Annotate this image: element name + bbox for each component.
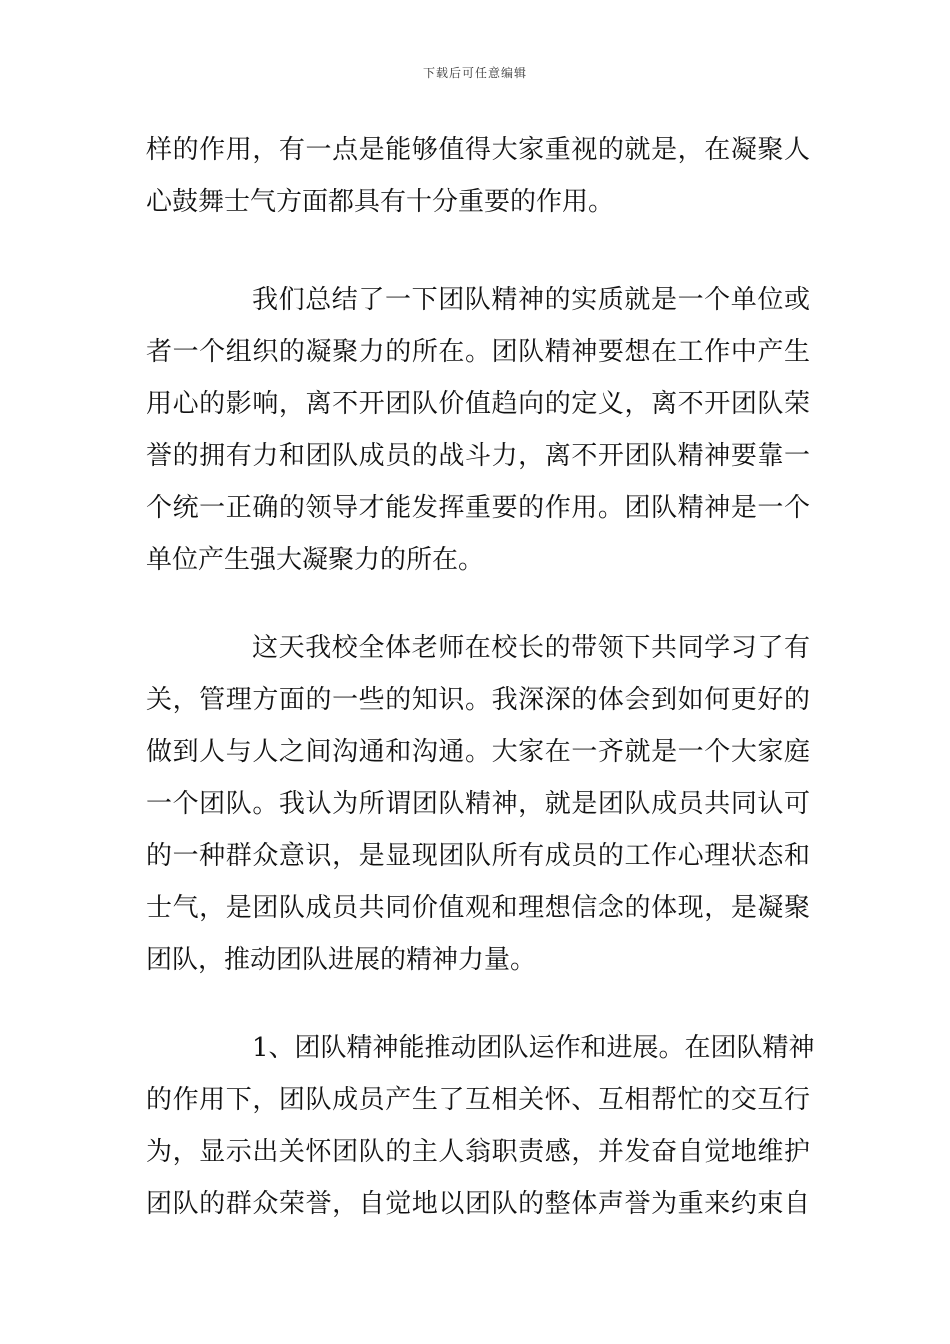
paragraph-line: 关，管理方面的一些的知识。我深深的体会到如何更好的 — [146, 685, 810, 715]
paragraph-line: 一个团队。我认为所谓团队精神，就是团队成员共同认可 — [146, 789, 810, 819]
paragraph-3 — [146, 622, 810, 986]
paragraph-line: 做到人与人之间沟通和沟通。大家在一齐就是一个大家庭 — [146, 737, 810, 767]
paragraph-2 — [146, 274, 810, 586]
paragraph-line: 为，显示出关怀团队的主人翁职责感，并发奋自觉地维护 — [146, 1137, 810, 1167]
paragraph-line: 心鼓舞士气方面都具有十分重要的作用。 — [146, 187, 615, 217]
paragraph-line: 者一个组织的凝聚力的所在。团队精神要想在工作中产生 — [146, 337, 810, 367]
paragraph-1 — [146, 124, 810, 228]
paragraph-line: 士气，是团队成员共同价值观和理想信念的体现，是凝聚 — [146, 893, 810, 923]
paragraph-line: 的作用下，团队成员产生了互相关怀、互相帮忙的交互行 — [146, 1085, 810, 1115]
paragraph-line: 个统一正确的领导才能发挥重要的作用。团队精神是一个 — [146, 493, 810, 523]
paragraph-line: 单位产生强大凝聚力的所在。 — [146, 545, 485, 575]
paragraph-line: 1、团队精神能推动团队运作和进展。在团队精神 — [252, 1033, 815, 1063]
paragraph-line: 样的作用，有一点是能够值得大家重视的就是，在凝聚人 — [146, 135, 810, 165]
paragraph-line: 这天我校全体老师在校长的带领下共同学习了有 — [252, 633, 810, 663]
paragraph-line: 我们总结了一下团队精神的实质就是一个单位或 — [252, 285, 810, 315]
paragraph-4 — [146, 1022, 815, 1230]
paragraph-line: 团队，推动团队进展的精神力量。 — [146, 945, 537, 975]
paragraph-line: 誉的拥有力和团队成员的战斗力，离不开团队精神要靠一 — [146, 441, 810, 471]
page-header: 下载后可任意编辑 — [422, 66, 527, 80]
paragraph-line: 用心的影响，离不开团队价值趋向的定义，离不开团队荣 — [146, 389, 810, 419]
paragraph-line: 的一种群众意识，是显现团队所有成员的工作心理状态和 — [146, 841, 810, 871]
paragraph-line: 团队的群众荣誉，自觉地以团队的整体声誉为重来约束自 — [146, 1189, 810, 1219]
